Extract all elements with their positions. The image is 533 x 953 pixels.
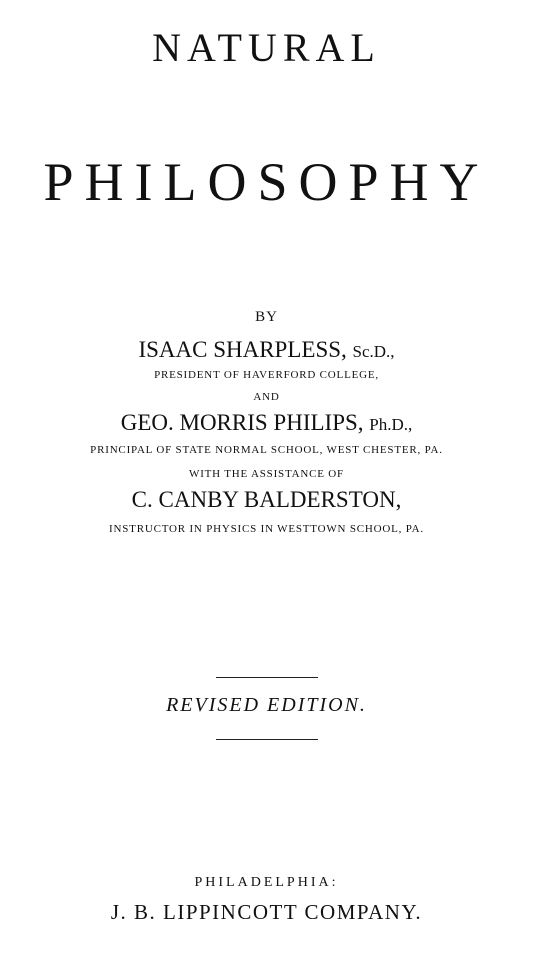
author-name: ISAAC SHARPLESS, — [138, 337, 347, 362]
author-name: GEO. MORRIS PHILIPS, — [120, 410, 364, 435]
edition-label: REVISED EDITION. — [166, 694, 367, 716]
divider-rule — [216, 739, 318, 740]
byline: BY — [255, 309, 278, 325]
divider-rule — [216, 677, 318, 678]
title-line-natural: NATURAL — [152, 25, 381, 70]
title-line-philosophy: PHILOSOPHY — [43, 152, 490, 212]
author-balderston: C. CANBY BALDERSTON, — [131, 487, 402, 512]
and-text: AND — [253, 391, 280, 403]
imprint-publisher: J. B. LIPPINCOTT COMPANY. — [110, 900, 423, 924]
author-title: INSTRUCTOR IN PHYSICS IN WESTTOWN SCHOOL, PA. — [109, 523, 424, 535]
imprint-city: PHILADELPHIA: — [194, 875, 339, 890]
author-sharpless — [0, 336, 533, 366]
author-title: PRESIDENT OF HAVERFORD COLLEGE, — [154, 369, 379, 381]
author-philips — [0, 409, 533, 439]
author-degree: Ph.D., — [369, 415, 413, 434]
assistance-text: WITH THE ASSISTANCE OF — [189, 468, 344, 480]
author-title: PRINCIPAL OF STATE NORMAL SCHOOL, WEST CHESTER, PA. — [90, 444, 443, 456]
author-degree: Sc.D., — [352, 342, 395, 361]
